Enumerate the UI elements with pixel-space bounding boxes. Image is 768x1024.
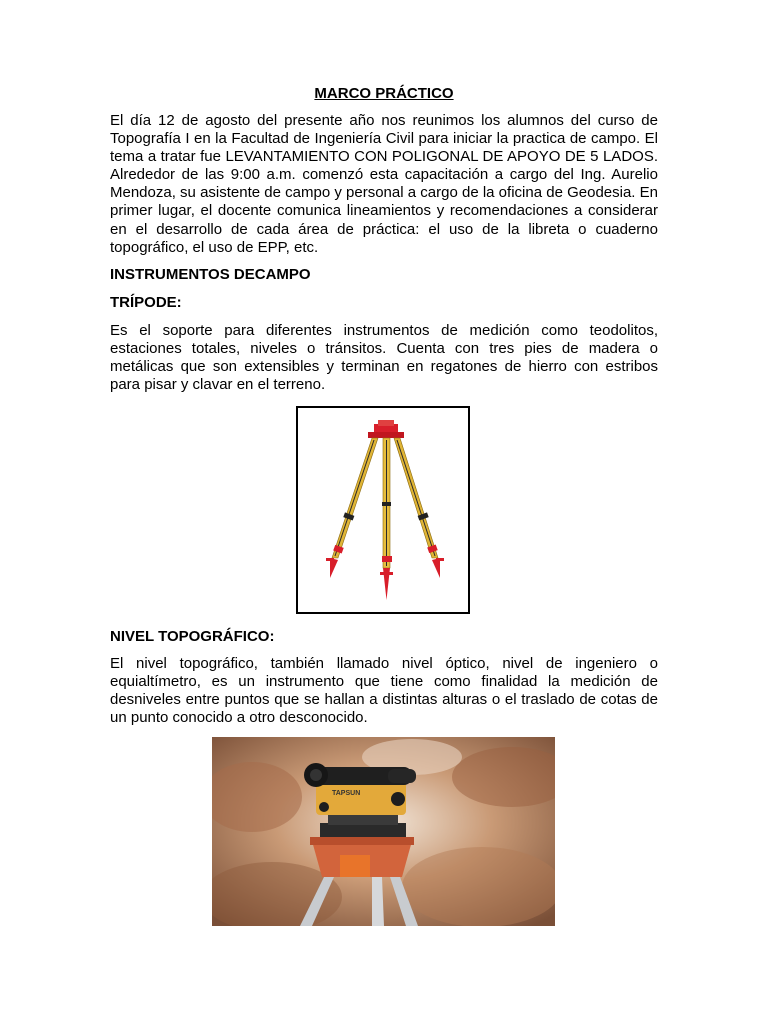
level-paragraph: El nivel topográfico, también llamado nivel óptico, nivel de ingeniero o equialtímetro, es un instrumento que tiene como finalidad la medición de desniveles entre puntos que se hallan a distintas alturas o el traslado de cotas de un punto conocido a otro desconocido. (110, 655, 658, 727)
level-base (320, 823, 406, 837)
document-page (110, 84, 658, 403)
tripod-paragraph: Es el soporte para diferentes instrumentos de medición como teodolitos, estaciones totales, niveles o tránsitos. Cuenta con tres pies de madera o metálicas que son extensibles y terminan en regatones de hierro con estribos para pisar y clavar en el terreno. (110, 321, 658, 394)
level-illustration (212, 737, 555, 926)
tripod-heading: TRÍPODE: (110, 293, 182, 311)
page-title: MARCO PRÁCTICO (314, 85, 454, 102)
tripod-illustration (298, 408, 468, 612)
tripod-image (296, 406, 470, 614)
intro-paragraph: El día 12 de agosto del presente año nos reunimos los alumnos del curso de Topografía I en la Facultad de Ingeniería Civil para iniciar la practica de campo. El tema a tratar fue LEVANTAMIENTO CON POLIGONAL DE APOYO DE 5 LADOS. Alrededor de las 9:00 a.m. comenzó esta capacitación a cargo del Ing. Aurelio Mendoza, su asistente de campo y personal a cargo de la oficina de Geodesia. En primer lugar, el docente comunica lineamientos y recomendaciones a considerar en el desarrollo de cada área de práctica: el uso de la libreta o cuaderno topográfico, el uso de EPP, etc. (110, 112, 658, 256)
level-brand-label: TAPSUN (332, 790, 361, 797)
level-heading: NIVEL TOPOGRÁFICO: (110, 628, 275, 645)
instruments-heading: INSTRUMENTOS DECAMPO (110, 265, 311, 283)
level-photo (212, 737, 555, 926)
